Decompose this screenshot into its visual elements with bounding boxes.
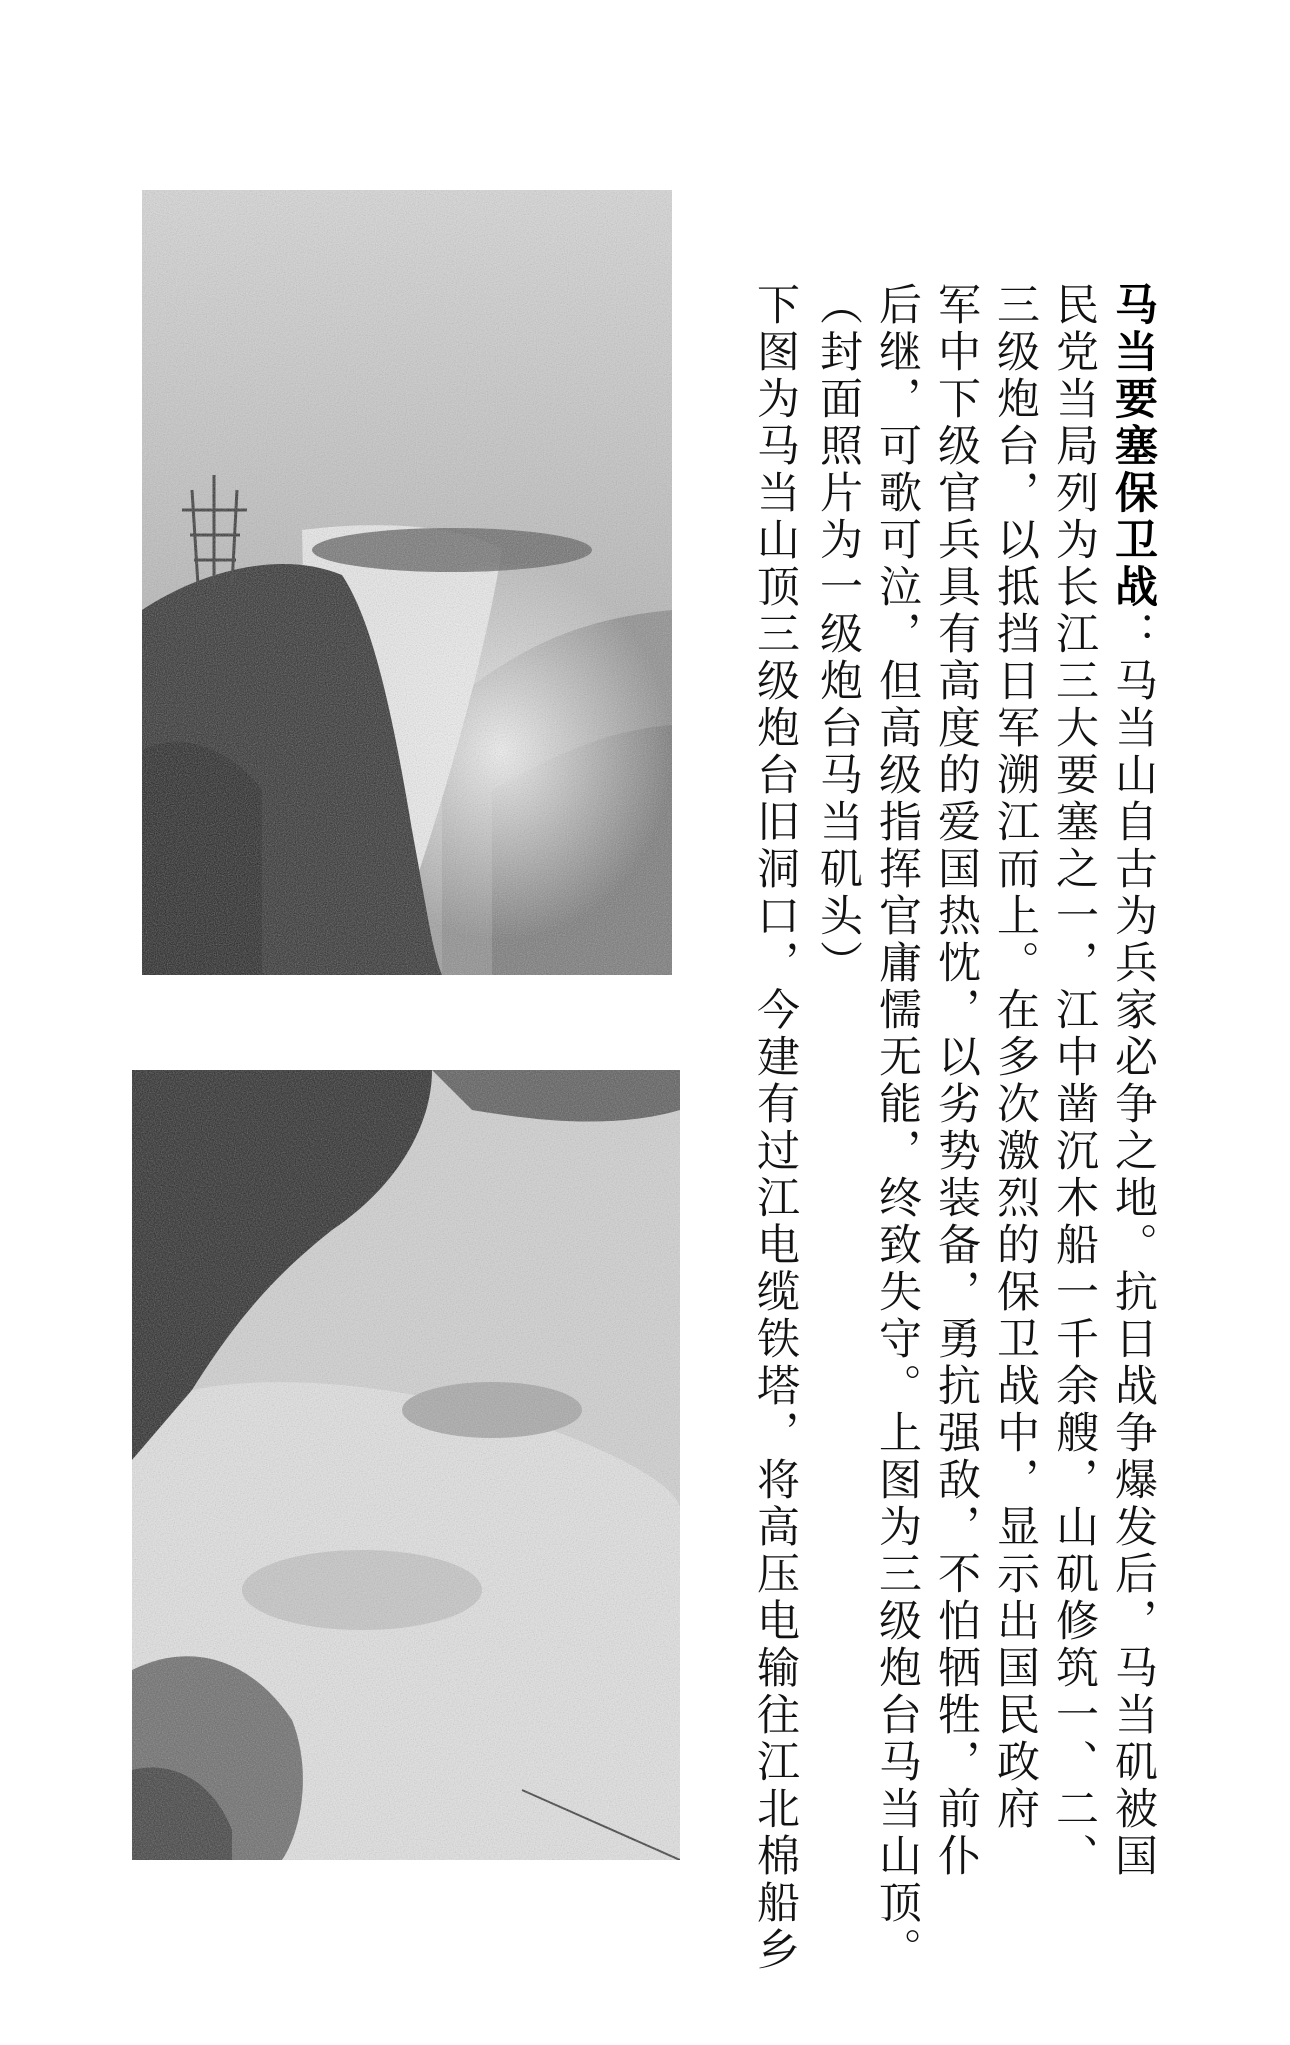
caption-column-5 xyxy=(871,282,923,1974)
cover-photo-note: （封面照片为一级炮台马当矶头） xyxy=(813,282,863,987)
tunnel-photo-image xyxy=(132,1070,680,1860)
caption-line-1: ：马当山自古为兵家必争之地。抗日战争爆发后，马当矶被国 xyxy=(1108,611,1158,1880)
caption-line-2: 民党当局列为长江三大要塞之一，江中凿沉木船一千余艘，山矶修筑一、二、 xyxy=(1049,282,1099,1880)
top-photo-cliff xyxy=(142,190,672,975)
caption-column-4 xyxy=(930,282,982,1880)
cliff-photo-image xyxy=(142,190,672,975)
caption-column-3 xyxy=(989,282,1041,1833)
caption-column-7 xyxy=(749,282,801,1974)
caption-column-6 xyxy=(812,282,864,987)
caption-line-4: 军中下级官兵具有高度的爱国热忱，以劣势装备，勇抗强敌，不怕牺牲，前仆 xyxy=(931,282,981,1880)
caption-column-1 xyxy=(1107,282,1159,1880)
caption-column-2 xyxy=(1048,282,1100,1880)
article-title: 马当要塞保卫战 xyxy=(1108,282,1158,611)
bottom-photo-tunnel xyxy=(132,1070,680,1860)
caption-line-3: 三级炮台，以抵挡日军溯江而上。在多次激烈的保卫战中，显示出国民政府 xyxy=(990,282,1040,1833)
caption-line-5: 后继，可歌可泣，但高级指挥官庸懦无能，终致失守。上图为三级炮台马当山顶。 xyxy=(872,282,922,1974)
bottom-photo-caption: 下图为马当山顶三级炮台旧洞口，今建有过江电缆铁塔，将高压电输往江北棉船乡 xyxy=(750,282,800,1974)
